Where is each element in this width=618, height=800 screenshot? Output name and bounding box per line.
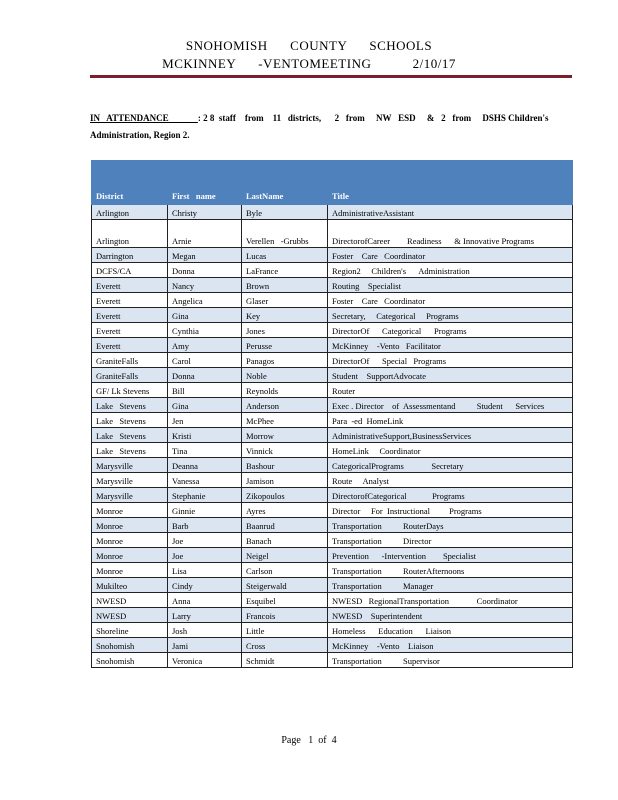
title-cell: HomeLink Coordinator	[328, 443, 573, 458]
table-row	[92, 368, 573, 383]
header-rule	[90, 75, 572, 78]
first-name-cell: Deanna	[168, 458, 242, 473]
first-name-cell: Kristi	[168, 428, 242, 443]
last-name-cell: Baanrud	[242, 518, 328, 533]
table-row	[92, 638, 573, 653]
last-name-cell: Jones	[242, 323, 328, 338]
first-name-cell: Stephanie	[168, 488, 242, 503]
table-row	[92, 488, 573, 503]
table-row	[92, 653, 573, 668]
last-name-cell: Esquibel	[242, 593, 328, 608]
title-cell: Secretary, Categorical Programs	[328, 308, 573, 323]
title-cell: Prevention -Intervention Specialist	[328, 548, 573, 563]
first-name-cell: Nancy	[168, 278, 242, 293]
first-name-cell: Tina	[168, 443, 242, 458]
title-cell: NWESD Superintendent	[328, 608, 573, 623]
title-cell: NWESD RegionalTransportation Coordinator	[328, 593, 573, 608]
table-row	[92, 398, 573, 413]
district-cell: Everett	[92, 278, 168, 293]
title-cell: Student SupportAdvocate	[328, 368, 573, 383]
last-name-cell: Bashour	[242, 458, 328, 473]
first-name-cell: Vanessa	[168, 473, 242, 488]
first-name-cell: Bill	[168, 383, 242, 398]
column-header-first-name: First name	[168, 161, 242, 205]
table-row	[92, 473, 573, 488]
last-name-cell: Steigerwald	[242, 578, 328, 593]
first-name-cell: Cindy	[168, 578, 242, 593]
first-name-cell: Barb	[168, 518, 242, 533]
table-row	[92, 533, 573, 548]
district-cell: GraniteFalls	[92, 353, 168, 368]
last-name-cell: Jamison	[242, 473, 328, 488]
last-name-cell: Ayres	[242, 503, 328, 518]
table-row	[92, 338, 573, 353]
district-cell: Snohomish	[92, 653, 168, 668]
title-cell: Para -ed HomeLink	[328, 413, 573, 428]
first-name-cell: Christy	[168, 205, 242, 220]
last-name-cell: Perusse	[242, 338, 328, 353]
last-name-cell: Vinnick	[242, 443, 328, 458]
title-cell: Routing Specialist	[328, 278, 573, 293]
last-name-cell: Anderson	[242, 398, 328, 413]
first-name-cell: Jen	[168, 413, 242, 428]
last-name-cell: LaFrance	[242, 263, 328, 278]
title-cell: Transportation Supervisor	[328, 653, 573, 668]
title-cell: DirectorofCategorical Programs	[328, 488, 573, 503]
last-name-cell: Noble	[242, 368, 328, 383]
table-row	[92, 383, 573, 398]
column-header-district: District	[92, 161, 168, 205]
table-row	[92, 413, 573, 428]
title-cell: McKinney -Vento Facilitator	[328, 338, 573, 353]
last-name-cell: Carlson	[242, 563, 328, 578]
district-cell: Lake Stevens	[92, 413, 168, 428]
table-row	[92, 428, 573, 443]
district-cell: DCFS/CA	[92, 263, 168, 278]
first-name-cell: Gina	[168, 398, 242, 413]
last-name-cell: McPhee	[242, 413, 328, 428]
first-name-cell: Joe	[168, 548, 242, 563]
first-name-cell: Carol	[168, 353, 242, 368]
last-name-cell: Schmidt	[242, 653, 328, 668]
district-cell: Arlington	[92, 205, 168, 220]
table-row	[92, 248, 573, 263]
first-name-cell: Lisa	[168, 563, 242, 578]
title-cell: Exec . Director of Assessmentand Student Services	[328, 398, 573, 413]
title-cell: CategoricalPrograms Secretary	[328, 458, 573, 473]
first-name-cell: Veronica	[168, 653, 242, 668]
district-cell: Marysville	[92, 473, 168, 488]
district-cell: Shoreline	[92, 623, 168, 638]
table-row	[92, 563, 573, 578]
first-name-cell: Gina	[168, 308, 242, 323]
first-name-cell: Anna	[168, 593, 242, 608]
table-row	[92, 220, 573, 248]
district-cell: Monroe	[92, 518, 168, 533]
table-row	[92, 608, 573, 623]
table-header-row	[92, 161, 573, 205]
title-cell: McKinney -Vento Liaison	[328, 638, 573, 653]
first-name-cell: Donna	[168, 263, 242, 278]
first-name-cell: Josh	[168, 623, 242, 638]
table-row	[92, 293, 573, 308]
column-header-title: Title	[328, 161, 573, 205]
last-name-cell: Cross	[242, 638, 328, 653]
table-row	[92, 548, 573, 563]
last-name-cell: Zikopoulos	[242, 488, 328, 503]
district-cell: Everett	[92, 338, 168, 353]
district-cell: GF/ Lk Stevens	[92, 383, 168, 398]
table-row	[92, 205, 573, 220]
district-cell: Marysville	[92, 488, 168, 503]
district-cell: GraniteFalls	[92, 368, 168, 383]
column-header-last-name: LastName	[242, 161, 328, 205]
last-name-cell: Panagos	[242, 353, 328, 368]
last-name-cell: Verellen -Grubbs	[242, 220, 328, 248]
first-name-cell: Arnie	[168, 220, 242, 248]
district-cell: Monroe	[92, 503, 168, 518]
title-cell: DirectorOf Special Programs	[328, 353, 573, 368]
table-row	[92, 458, 573, 473]
first-name-cell: Larry	[168, 608, 242, 623]
last-name-cell: Lucas	[242, 248, 328, 263]
district-cell: Lake Stevens	[92, 443, 168, 458]
first-name-cell: Donna	[168, 368, 242, 383]
last-name-cell: Little	[242, 623, 328, 638]
district-cell: Lake Stevens	[92, 398, 168, 413]
district-cell: Marysville	[92, 458, 168, 473]
attendance-table	[91, 160, 573, 668]
table-row	[92, 278, 573, 293]
district-cell: Monroe	[92, 533, 168, 548]
header-subtitle: MCKINNEY -VENTOMEETING 2/10/17	[162, 56, 456, 71]
last-name-cell: Neigel	[242, 548, 328, 563]
title-cell: Region2 Children's Administration	[328, 263, 573, 278]
district-cell: Everett	[92, 323, 168, 338]
table-row	[92, 263, 573, 278]
title-cell: DirectorOf Categorical Programs	[328, 323, 573, 338]
district-cell: Monroe	[92, 563, 168, 578]
last-name-cell: Byle	[242, 205, 328, 220]
title-cell: DirectorofCareer Readiness & Innovative Programs	[328, 220, 573, 248]
title-cell: Route Analyst	[328, 473, 573, 488]
first-name-cell: Cynthia	[168, 323, 242, 338]
last-name-cell: Banach	[242, 533, 328, 548]
district-cell: Lake Stevens	[92, 428, 168, 443]
title-cell: AdministrativeSupport,BusinessServices	[328, 428, 573, 443]
title-cell: Router	[328, 383, 573, 398]
title-cell: Homeless Education Liaison	[328, 623, 573, 638]
page-number: Page 1 of 4	[281, 735, 337, 746]
attendance-text: : 2 8 staff from 11 districts, 2 from NW ESD & 2 from DSHS Children's Administration, Region 2.	[90, 113, 551, 140]
table-row	[92, 353, 573, 368]
table-row	[92, 623, 573, 638]
last-name-cell: Key	[242, 308, 328, 323]
district-cell: Arlington	[92, 220, 168, 248]
attendance-paragraph	[90, 110, 560, 144]
attendance-label: IN ATTENDANCE	[90, 113, 198, 123]
table-row	[92, 578, 573, 593]
first-name-cell: Megan	[168, 248, 242, 263]
table-row	[92, 323, 573, 338]
title-cell: Foster Care Coordinator	[328, 248, 573, 263]
district-cell: NWESD	[92, 593, 168, 608]
table-row	[92, 308, 573, 323]
last-name-cell: Francois	[242, 608, 328, 623]
first-name-cell: Angelica	[168, 293, 242, 308]
title-cell: Transportation Director	[328, 533, 573, 548]
last-name-cell: Morrow	[242, 428, 328, 443]
last-name-cell: Brown	[242, 278, 328, 293]
title-cell: Director For Instructional Programs	[328, 503, 573, 518]
first-name-cell: Ginnie	[168, 503, 242, 518]
district-cell: Everett	[92, 293, 168, 308]
table-row	[92, 503, 573, 518]
district-cell: NWESD	[92, 608, 168, 623]
last-name-cell: Reynolds	[242, 383, 328, 398]
first-name-cell: Amy	[168, 338, 242, 353]
district-cell: Darrington	[92, 248, 168, 263]
district-cell: Monroe	[92, 548, 168, 563]
table-row	[92, 593, 573, 608]
table-row	[92, 518, 573, 533]
table-body	[92, 205, 573, 668]
table-row	[92, 443, 573, 458]
title-cell: Foster Care Coordinator	[328, 293, 573, 308]
title-cell: Transportation Manager	[328, 578, 573, 593]
district-cell: Snohomish	[92, 638, 168, 653]
last-name-cell: Glaser	[242, 293, 328, 308]
first-name-cell: Joe	[168, 533, 242, 548]
first-name-cell: Jami	[168, 638, 242, 653]
title-cell: Transportation RouterDays	[328, 518, 573, 533]
district-cell: Mukilteo	[92, 578, 168, 593]
title-cell: Transportation RouterAfternoons	[328, 563, 573, 578]
header-title: SNOHOMISH COUNTY SCHOOLS	[185, 38, 433, 53]
title-cell: AdministrativeAssistant	[328, 205, 573, 220]
district-cell: Everett	[92, 308, 168, 323]
